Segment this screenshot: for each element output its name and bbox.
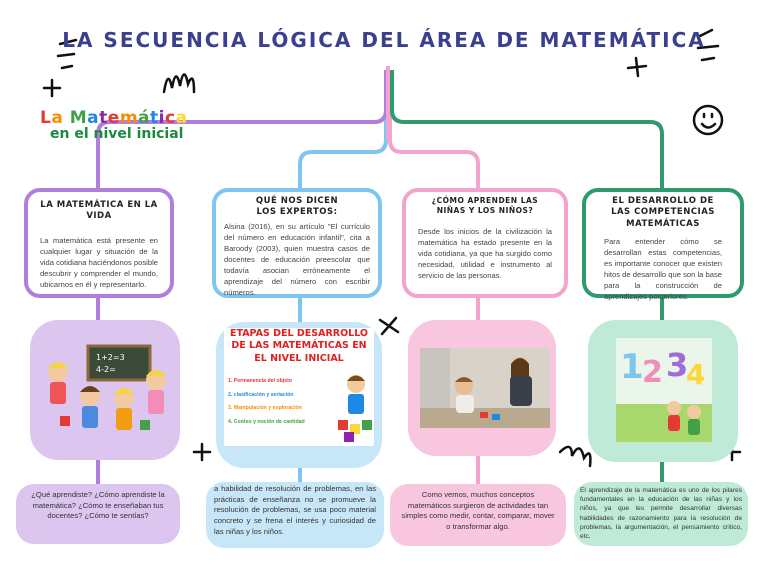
svg-text:3: 3 bbox=[666, 346, 689, 384]
bottom-box-green bbox=[574, 482, 748, 546]
child-blocks-illustration bbox=[334, 372, 374, 444]
logo-line2: en el nivel inicial bbox=[50, 126, 184, 142]
bottom-text: ¿Qué aprendiste? ¿Cómo aprendiste la matemática? ¿Cómo te enseñaban tus docentes? ¿Cómo te sentías? bbox=[31, 490, 165, 521]
image-blob-purple bbox=[30, 320, 180, 460]
card-que-nos-dicen-los-expertos bbox=[212, 188, 382, 298]
card-heading: LA MATEMÁTICA EN LA VIDA bbox=[40, 200, 158, 222]
logo-letter: i bbox=[158, 108, 165, 128]
svg-text:1+2=3: 1+2=3 bbox=[96, 353, 125, 362]
svg-text:4: 4 bbox=[686, 358, 706, 391]
bottom-text: Como vemos, muchos conceptos matemáticos surgieron de actividades tan simples como medir, contar, comparar, mover o transformar algo. bbox=[401, 490, 555, 531]
image-blob-pink bbox=[408, 320, 556, 456]
card-text: Para entender cómo se desarrollan estas competencias, es importante conocer que existen hitos de desarrollo que son la base para la construcción de aprendizajes posteriores. bbox=[604, 237, 722, 302]
page-title: LA SECUENCIA LÓGICA DEL ÁREA DE MATEMÁTICA bbox=[62, 28, 706, 52]
card-text: La matemática está presente en cualquier lugar y situación de la vida cotidiana haciéndonos posible descubrir y comprender el mundo, ubicarnos en él y representarlo. bbox=[40, 235, 158, 289]
logo-line1 bbox=[40, 108, 200, 128]
logo-letter: m bbox=[119, 108, 139, 128]
logo-letter: c bbox=[165, 108, 176, 128]
logo bbox=[40, 108, 200, 142]
card-desarrollo-competencias bbox=[582, 188, 744, 302]
image-blob-green bbox=[588, 320, 738, 462]
bottom-box-pink bbox=[390, 484, 566, 546]
logo-letter: t bbox=[150, 108, 159, 128]
etapas-item: 2. clasificación y seriación bbox=[228, 391, 294, 398]
bottom-text: a habilidad de resolución de problemas, en las prácticas de enseñanza no se promueve la resolución de problemas, se usa poco material concreto y se frena el interés y curiosidad de las niñas y los niños. bbox=[214, 484, 376, 536]
card-text: Desde los inicios de la civilización la matemática ha estado presente en la vida cotidiana, ya que ha surgido como necesidad, utilidad e instrumento al servicio de las personas. bbox=[418, 227, 552, 281]
logo-letter: a bbox=[175, 108, 188, 128]
logo-letter: a bbox=[87, 108, 100, 128]
logo-letter: a bbox=[51, 108, 64, 128]
etapas-item: 1. Permanencia del objeto bbox=[228, 378, 293, 385]
etapas-item: 3. Manipulación y exploración bbox=[228, 405, 302, 412]
kids-blackboard-illustration bbox=[30, 320, 180, 460]
mother-child-photo bbox=[420, 348, 550, 428]
etapas-item: 4. Conteo y noción de cantidad bbox=[228, 418, 305, 425]
image-blob-blue bbox=[216, 322, 382, 468]
numbers-illustration bbox=[616, 338, 712, 442]
svg-text:4-2=: 4-2= bbox=[96, 365, 116, 374]
bottom-box-blue bbox=[206, 482, 384, 548]
bottom-box-purple bbox=[16, 484, 180, 544]
card-heading: ¿CÓMO APRENDEN LAS NIÑAS Y LOS NIÑOS? bbox=[431, 196, 539, 216]
logo-letter: e bbox=[107, 108, 120, 128]
card-la-matematica-en-la-vida bbox=[24, 188, 174, 298]
logo-letter: á bbox=[138, 108, 151, 128]
logo-letter: t bbox=[99, 108, 108, 128]
card-como-aprenden bbox=[402, 188, 568, 298]
logo-letter: M bbox=[69, 108, 88, 128]
bottom-text: El aprendizaje de la matemática es uno de los pilares fundamentales en la educación de las niñas y los niños, ya que les permite desarrollar diversas habilidades de razonamiento para la resolución de problemas, la argumentación, el pensamiento crítico, etc. bbox=[580, 487, 742, 541]
card-heading: QUÉ NOS DICEN LOS EXPERTOS: bbox=[255, 196, 339, 218]
card-text: Alsina (2016), en su artículo "El currículo del número en educación infantil", cita a Baroody (2003), quien muestra casos de docentes de educación preescolar que todavía asocian erróneamente el aprendizaje del número con escribir números. bbox=[224, 221, 370, 297]
svg-text:1: 1 bbox=[620, 347, 644, 387]
svg-text:2: 2 bbox=[642, 355, 663, 390]
card-heading: EL DESARROLLO DE LAS COMPETENCIAS MATEMÁTICAS bbox=[611, 196, 715, 229]
logo-letter: L bbox=[40, 108, 52, 128]
etapas-panel bbox=[224, 328, 374, 446]
etapas-title: ETAPAS DEL DESARROLLO DE LAS MATEMÁTICAS EN EL NIVEL INICIAL bbox=[229, 328, 369, 364]
